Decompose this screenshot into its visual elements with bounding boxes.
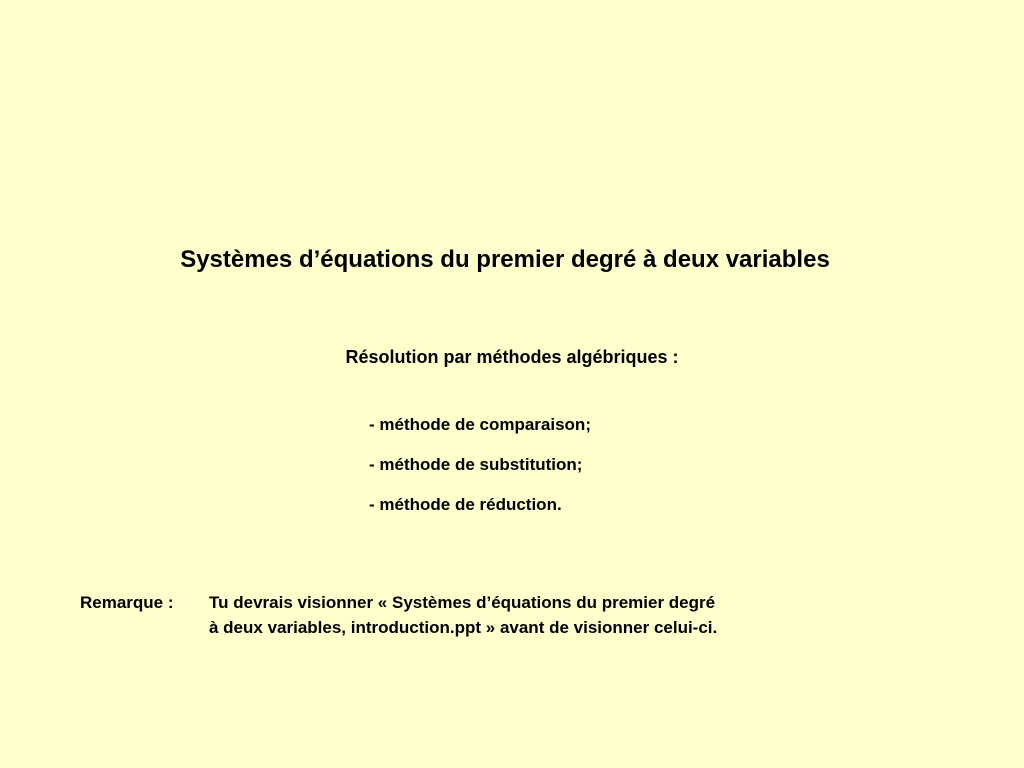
remark-text (209, 590, 717, 640)
remark-label: Remarque : (80, 593, 174, 612)
slide-title: Systèmes d’équations du premier degré à deux variables (180, 246, 830, 273)
remark-line-1: Tu devrais visionner « Systèmes d’équations du premier degré (209, 593, 716, 612)
method-item-comparison: - méthode de comparaison; (369, 415, 591, 434)
method-item-substitution: - méthode de substitution; (369, 455, 583, 474)
methods-list (369, 412, 591, 532)
remark-line-2: à deux variables, introduction.ppt » avant de visionner celui-ci. (209, 618, 718, 637)
slide-subtitle: Résolution par méthodes algébriques : (345, 347, 679, 367)
method-item-reduction: - méthode de réduction. (369, 495, 562, 514)
